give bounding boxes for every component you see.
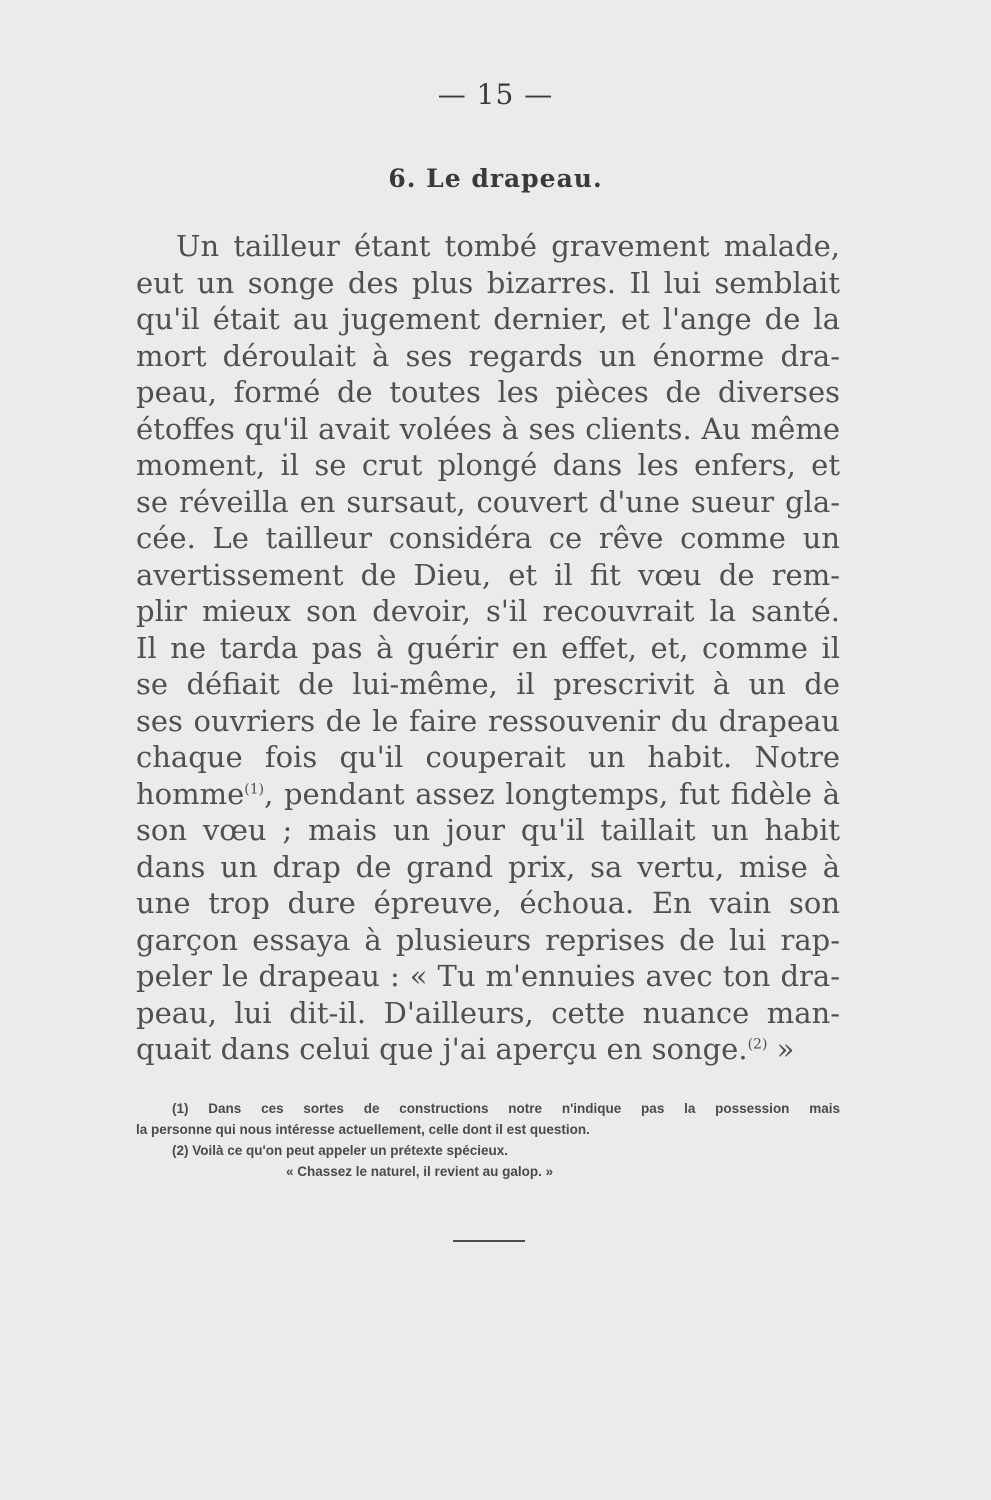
footnote-reference-2: (2) [747,1036,768,1053]
text-line: dans un drap de grand prix, sa vertu, mise à [136,849,840,884]
body-paragraph [136,228,840,1068]
text-line: garçon essaya à plusieurs reprises de lui rap- [136,922,840,957]
text-line: Il ne tarda pas à guérir en effet, et, comme il [136,630,840,665]
text-segment: homme [136,776,245,811]
footnote-1-line: la personne qui nous intéresse actuellement, celle dont il est question. [136,1122,590,1137]
text-line: peau, lui dit-il. D'ailleurs, cette nuance man- [136,995,840,1030]
footnotes [136,1098,840,1182]
text-line: Un tailleur étant tombé gravement malade, [176,229,840,263]
text-line: se réveilla en sursaut, couvert d'une sueur gla- [136,484,840,519]
text-line: étoffes qu'il avait volées à ses clients. Au même [136,411,840,446]
text-line: mort déroulait à ses regards un énorme dra- [136,338,840,373]
footnote-2-line: « Chassez le naturel, il revient au galop. » [286,1164,554,1179]
text-line-with-footnote [136,776,840,813]
text-line: plir mieux son devoir, s'il recouvrait la santé. [136,594,840,628]
section-title: 6. Le drapeau. [388,164,603,193]
text-line-with-footnote [136,1031,840,1068]
end-divider [453,1240,525,1242]
text-line: eut un songe des plus bizarres. Il lui semblait [136,265,840,300]
text-line: qu'il était au jugement dernier, et l'ange de la [136,302,840,336]
text-segment: » [767,1032,795,1066]
text-line: ses ouvriers de le faire ressouvenir du drapeau [136,703,840,738]
text-line: moment, il se crut plongé dans les enfers, et [136,448,840,482]
footnote-1-line: (1) Dans ces sortes de constructions notre n'indique pas la possession mais [172,1101,840,1116]
text-line: avertissement de Dieu, et il fit vœu de rem- [136,557,840,592]
text-line: cée. Le tailleur considéra ce rêve comme un [136,521,840,555]
footnote-reference-1: (1) [244,780,265,797]
text-line: peau, formé de toutes les pièces de diverses [136,375,840,409]
text-line: peler le drapeau : « Tu m'ennuies avec ton dra- [136,959,840,993]
text-segment: quait dans celui que j'ai aperçu en songe. [136,1032,748,1066]
text-line: son vœu ; mais un jour qu'il taillait un habit [136,813,840,847]
page-number: — 15 — [437,78,554,111]
text-segment: , pendant assez longtemps, fut fidèle à [264,776,840,811]
text-line: une trop dure épreuve, échoua. En vain son [136,886,840,920]
text-line: chaque fois qu'il couperait un habit. Notre [136,740,840,774]
text-line: se défiait de lui-même, il prescrivit à un de [136,667,840,701]
footnote-2-line: (2) Voilà ce qu'on peut appeler un prétexte spécieux. [172,1143,509,1158]
